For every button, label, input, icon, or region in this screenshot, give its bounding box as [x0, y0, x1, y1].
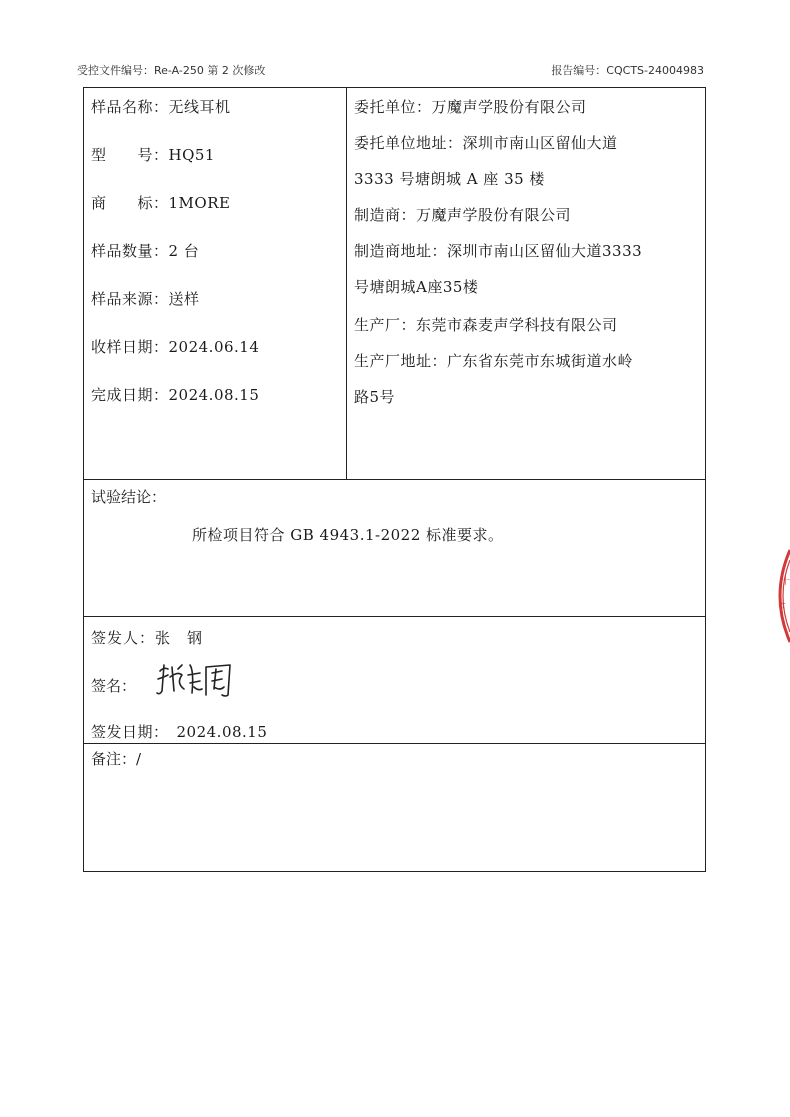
- sample-source: 样品来源：送样: [91, 290, 200, 308]
- received-date: 收样日期：2024.06.14: [91, 338, 260, 356]
- manufacturer-address-line1: 制造商地址：深圳市南山区留仙大道3333: [354, 242, 643, 260]
- sample-name: 样品名称：无线耳机: [91, 98, 231, 116]
- conclusion-text: 所检项目符合 GB 4943.1-2022 标准要求。: [192, 526, 504, 544]
- sample-client-row: [84, 88, 705, 480]
- client-address-line2: 3333 号塘朗城 A 座 35 楼: [354, 170, 545, 188]
- factory: 生产厂：东莞市森麦声学科技有限公司: [354, 316, 618, 334]
- remarks: 备注：/: [91, 750, 142, 768]
- remarks-row: [84, 744, 705, 871]
- issue-date: 签发日期： 2024.08.15: [91, 723, 268, 741]
- sample-model: 型 号：HQ51: [91, 146, 215, 164]
- report-number: 报告编号：CQCTS-24004983: [551, 64, 704, 77]
- factory-address-line1: 生产厂地址：广东省东莞市东城街道水岭: [354, 352, 634, 370]
- sample-brand: 商 标：1MORE: [91, 194, 231, 212]
- client-unit: 委托单位：万魔声学股份有限公司: [354, 98, 587, 116]
- report-table: [83, 87, 706, 872]
- column-divider: [346, 88, 347, 480]
- conclusion-label: 试验结论：: [91, 488, 167, 506]
- signature-label: 签名：: [91, 677, 137, 695]
- completed-date: 完成日期：2024.08.15: [91, 386, 260, 404]
- handwritten-signature: [154, 657, 244, 701]
- issuer: 签发人：张 钢: [91, 629, 204, 647]
- svg-text:十: 十: [781, 577, 790, 587]
- conclusion-row: [84, 480, 705, 617]
- svg-text:†: †: [781, 601, 786, 611]
- issue-row: [84, 617, 705, 744]
- factory-address-line2: 路5号: [354, 388, 396, 406]
- manufacturer: 制造商：万魔声学股份有限公司: [354, 206, 572, 224]
- client-address-line1: 委托单位地址：深圳市南山区留仙大道: [354, 134, 618, 152]
- manufacturer-address-line2: 号塘朗城A座35楼: [354, 278, 479, 296]
- official-seal: [772, 548, 790, 644]
- sample-quantity: 样品数量：2 台: [91, 242, 200, 260]
- document-control-number: 受控文件编号：Re-A-250 第 2 次修改: [77, 64, 266, 77]
